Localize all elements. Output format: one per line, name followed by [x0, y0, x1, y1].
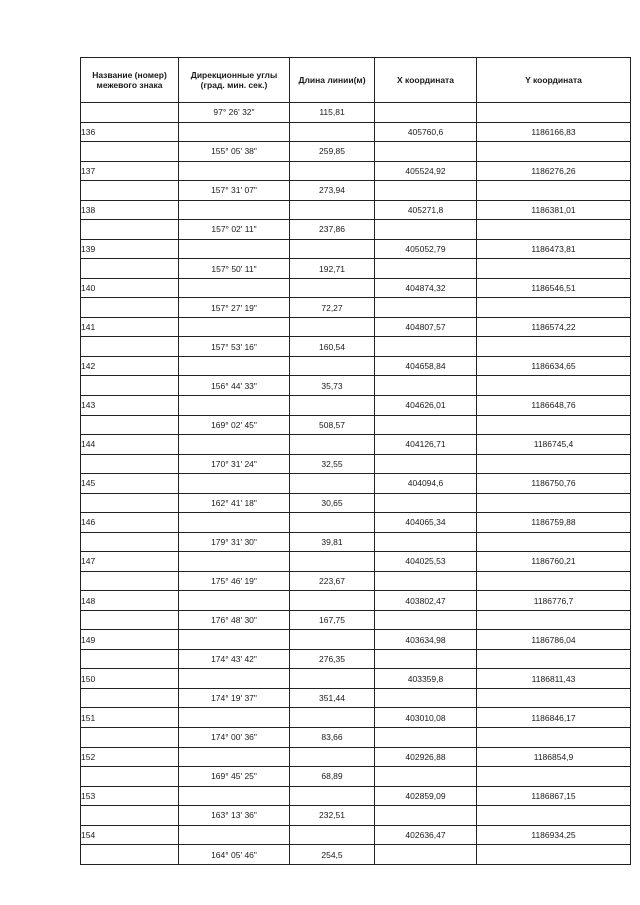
point-cell: 148: [81, 591, 179, 611]
table-row: [81, 200, 631, 220]
length-cell: 351,44: [290, 688, 375, 708]
x-cell: [375, 493, 477, 513]
length-cell: 167,75: [290, 610, 375, 630]
table-row: [81, 142, 631, 162]
y-cell: [477, 220, 631, 240]
point-cell: 138: [81, 200, 179, 220]
point-cell: 142: [81, 356, 179, 376]
y-cell: 1186867,15: [477, 786, 631, 806]
x-cell: 405052,79: [375, 239, 477, 259]
point-cell: 150: [81, 669, 179, 689]
length-cell: [290, 161, 375, 181]
x-cell: 404065,34: [375, 513, 477, 533]
x-cell: [375, 610, 477, 630]
y-cell: [477, 571, 631, 591]
length-cell: 508,57: [290, 415, 375, 435]
x-cell: [375, 181, 477, 201]
length-cell: [290, 395, 375, 415]
angle-cell: [179, 122, 290, 142]
x-cell: 404807,57: [375, 317, 477, 337]
x-cell: 403634,98: [375, 630, 477, 650]
y-cell: 1186854,9: [477, 747, 631, 767]
x-cell: 404874,32: [375, 278, 477, 298]
x-cell: [375, 845, 477, 865]
x-cell: [375, 571, 477, 591]
table-row: [81, 649, 631, 669]
length-cell: 273,94: [290, 181, 375, 201]
y-cell: 1186574,22: [477, 317, 631, 337]
point-cell: 149: [81, 630, 179, 650]
table-row: [81, 591, 631, 611]
angle-cell: 157° 02' 11": [179, 220, 290, 240]
angle-cell: [179, 395, 290, 415]
x-cell: [375, 532, 477, 552]
table-row: [81, 161, 631, 181]
length-cell: [290, 278, 375, 298]
point-cell: 140: [81, 278, 179, 298]
table-row: [81, 669, 631, 689]
x-cell: [375, 103, 477, 123]
x-cell: [375, 728, 477, 748]
angle-cell: [179, 825, 290, 845]
angle-cell: 174° 00' 36": [179, 728, 290, 748]
length-cell: 223,67: [290, 571, 375, 591]
length-cell: 35,73: [290, 376, 375, 396]
length-cell: [290, 786, 375, 806]
table-row: [81, 728, 631, 748]
angle-cell: [179, 161, 290, 181]
boundary-coordinates-table: [80, 57, 631, 865]
y-cell: [477, 806, 631, 826]
table-row: [81, 845, 631, 865]
table-row: [81, 103, 631, 123]
point-cell: 143: [81, 395, 179, 415]
point-cell: [81, 767, 179, 787]
table-row: [81, 278, 631, 298]
table-row: [81, 415, 631, 435]
y-cell: 1186786,04: [477, 630, 631, 650]
table-row: [81, 337, 631, 357]
table-row: [81, 122, 631, 142]
table-row: [81, 532, 631, 552]
y-cell: [477, 845, 631, 865]
y-cell: 1186760,21: [477, 552, 631, 572]
point-cell: 144: [81, 435, 179, 455]
y-cell: 1186934,25: [477, 825, 631, 845]
table-row: [81, 767, 631, 787]
x-cell: [375, 376, 477, 396]
table-row: [81, 688, 631, 708]
table-row: [81, 454, 631, 474]
point-cell: [81, 220, 179, 240]
point-cell: [81, 259, 179, 279]
angle-cell: [179, 513, 290, 533]
table-row: [81, 806, 631, 826]
table-row: [81, 474, 631, 494]
point-cell: [81, 337, 179, 357]
x-cell: 403359,8: [375, 669, 477, 689]
x-cell: 402926,88: [375, 747, 477, 767]
angle-cell: [179, 552, 290, 572]
x-cell: 403802,47: [375, 591, 477, 611]
y-cell: 1186634,65: [477, 356, 631, 376]
x-cell: 405760,6: [375, 122, 477, 142]
length-cell: 30,65: [290, 493, 375, 513]
angle-cell: 174° 19' 37": [179, 688, 290, 708]
angle-cell: [179, 278, 290, 298]
x-cell: [375, 806, 477, 826]
x-cell: [375, 454, 477, 474]
angle-cell: 169° 02' 45": [179, 415, 290, 435]
y-cell: [477, 142, 631, 162]
point-cell: 153: [81, 786, 179, 806]
header-direction-angle: Дирекционные углы (град. мин. сек.): [179, 58, 290, 103]
header-x-coordinate: X координата: [375, 58, 477, 103]
length-cell: 237,86: [290, 220, 375, 240]
table-row: [81, 747, 631, 767]
point-cell: [81, 532, 179, 552]
angle-cell: 163° 13' 36": [179, 806, 290, 826]
angle-cell: 179° 31' 30": [179, 532, 290, 552]
table-row: [81, 513, 631, 533]
length-cell: 160,54: [290, 337, 375, 357]
length-cell: [290, 356, 375, 376]
length-cell: 32,55: [290, 454, 375, 474]
length-cell: [290, 239, 375, 259]
y-cell: [477, 337, 631, 357]
x-cell: [375, 259, 477, 279]
x-cell: 404094,6: [375, 474, 477, 494]
table-row: [81, 259, 631, 279]
y-cell: 1186759,88: [477, 513, 631, 533]
angle-cell: [179, 435, 290, 455]
point-cell: 151: [81, 708, 179, 728]
table-row: [81, 610, 631, 630]
y-cell: [477, 610, 631, 630]
angle-cell: 174° 43' 42": [179, 649, 290, 669]
point-cell: 141: [81, 317, 179, 337]
length-cell: 259,85: [290, 142, 375, 162]
y-cell: 1186276,26: [477, 161, 631, 181]
y-cell: 1186166,83: [477, 122, 631, 142]
angle-cell: 162° 41' 18": [179, 493, 290, 513]
x-cell: [375, 415, 477, 435]
length-cell: [290, 825, 375, 845]
length-cell: [290, 200, 375, 220]
y-cell: 1186846,17: [477, 708, 631, 728]
angle-cell: [179, 474, 290, 494]
length-cell: 254,5: [290, 845, 375, 865]
angle-cell: 169° 45' 25": [179, 767, 290, 787]
length-cell: [290, 669, 375, 689]
point-cell: [81, 142, 179, 162]
table-row: [81, 552, 631, 572]
length-cell: 39,81: [290, 532, 375, 552]
y-cell: [477, 376, 631, 396]
length-cell: 232,51: [290, 806, 375, 826]
length-cell: [290, 317, 375, 337]
table-row: [81, 493, 631, 513]
length-cell: 115,81: [290, 103, 375, 123]
length-cell: 68,89: [290, 767, 375, 787]
x-cell: [375, 688, 477, 708]
y-cell: [477, 532, 631, 552]
angle-cell: [179, 747, 290, 767]
length-cell: [290, 552, 375, 572]
angle-cell: [179, 669, 290, 689]
point-cell: [81, 649, 179, 669]
point-cell: [81, 571, 179, 591]
y-cell: 1186381,01: [477, 200, 631, 220]
y-cell: 1186473,81: [477, 239, 631, 259]
x-cell: [375, 220, 477, 240]
point-cell: 154: [81, 825, 179, 845]
x-cell: 402859,09: [375, 786, 477, 806]
x-cell: [375, 142, 477, 162]
table-body: [81, 103, 631, 865]
angle-cell: 164° 05' 46": [179, 845, 290, 865]
x-cell: [375, 649, 477, 669]
table-row: [81, 376, 631, 396]
point-cell: 152: [81, 747, 179, 767]
length-cell: 276,35: [290, 649, 375, 669]
angle-cell: 176° 48' 30": [179, 610, 290, 630]
point-cell: 139: [81, 239, 179, 259]
length-cell: 192,71: [290, 259, 375, 279]
y-cell: 1186776,7: [477, 591, 631, 611]
y-cell: [477, 298, 631, 318]
length-cell: [290, 474, 375, 494]
table-row: [81, 395, 631, 415]
angle-cell: [179, 630, 290, 650]
length-cell: [290, 513, 375, 533]
point-cell: [81, 806, 179, 826]
length-cell: [290, 747, 375, 767]
x-cell: 404126,71: [375, 435, 477, 455]
length-cell: 83,66: [290, 728, 375, 748]
angle-cell: 155° 05' 38": [179, 142, 290, 162]
y-cell: [477, 454, 631, 474]
table-header-row: [81, 58, 631, 103]
x-cell: 405524,92: [375, 161, 477, 181]
table-row: [81, 571, 631, 591]
length-cell: [290, 435, 375, 455]
x-cell: 402636,47: [375, 825, 477, 845]
angle-cell: [179, 708, 290, 728]
x-cell: [375, 298, 477, 318]
y-cell: 1186546,51: [477, 278, 631, 298]
y-cell: 1186648,76: [477, 395, 631, 415]
angle-cell: [179, 317, 290, 337]
y-cell: [477, 649, 631, 669]
length-cell: 72,27: [290, 298, 375, 318]
angle-cell: 97° 26' 32": [179, 103, 290, 123]
point-cell: [81, 298, 179, 318]
y-cell: [477, 259, 631, 279]
header-line-length: Длина линии(м): [290, 58, 375, 103]
angle-cell: 157° 27' 19": [179, 298, 290, 318]
angle-cell: [179, 200, 290, 220]
y-cell: 1186811,43: [477, 669, 631, 689]
x-cell: 404658,84: [375, 356, 477, 376]
point-cell: [81, 103, 179, 123]
table-row: [81, 708, 631, 728]
point-cell: [81, 845, 179, 865]
x-cell: 403010,08: [375, 708, 477, 728]
angle-cell: 170° 31' 24": [179, 454, 290, 474]
y-cell: [477, 103, 631, 123]
table-row: [81, 239, 631, 259]
angle-cell: 175° 46' 19": [179, 571, 290, 591]
angle-cell: 156° 44' 33": [179, 376, 290, 396]
point-cell: 145: [81, 474, 179, 494]
length-cell: [290, 591, 375, 611]
point-cell: 136: [81, 122, 179, 142]
angle-cell: [179, 239, 290, 259]
table-row: [81, 435, 631, 455]
point-cell: 147: [81, 552, 179, 572]
table-row: [81, 356, 631, 376]
x-cell: [375, 767, 477, 787]
table-row: [81, 181, 631, 201]
x-cell: 404025,53: [375, 552, 477, 572]
x-cell: 405271,8: [375, 200, 477, 220]
point-cell: [81, 415, 179, 435]
table-row: [81, 630, 631, 650]
point-cell: 146: [81, 513, 179, 533]
length-cell: [290, 708, 375, 728]
header-point-name: Название (номер) межевого знака: [81, 58, 179, 103]
angle-cell: [179, 591, 290, 611]
x-cell: 404626,01: [375, 395, 477, 415]
x-cell: [375, 337, 477, 357]
angle-cell: 157° 31' 07": [179, 181, 290, 201]
point-cell: [81, 688, 179, 708]
y-cell: 1186745,4: [477, 435, 631, 455]
angle-cell: [179, 786, 290, 806]
point-cell: [81, 610, 179, 630]
angle-cell: 157° 53' 16": [179, 337, 290, 357]
table-row: [81, 220, 631, 240]
angle-cell: 157° 50' 11": [179, 259, 290, 279]
point-cell: [81, 454, 179, 474]
y-cell: [477, 415, 631, 435]
y-cell: [477, 181, 631, 201]
point-cell: [81, 376, 179, 396]
table-row: [81, 298, 631, 318]
table-row: [81, 786, 631, 806]
y-cell: [477, 728, 631, 748]
y-cell: [477, 493, 631, 513]
header-y-coordinate: Y координата: [477, 58, 631, 103]
y-cell: [477, 767, 631, 787]
length-cell: [290, 630, 375, 650]
point-cell: [81, 181, 179, 201]
table-row: [81, 825, 631, 845]
point-cell: 137: [81, 161, 179, 181]
table-row: [81, 317, 631, 337]
y-cell: 1186750,76: [477, 474, 631, 494]
length-cell: [290, 122, 375, 142]
angle-cell: [179, 356, 290, 376]
point-cell: [81, 728, 179, 748]
y-cell: [477, 688, 631, 708]
point-cell: [81, 493, 179, 513]
